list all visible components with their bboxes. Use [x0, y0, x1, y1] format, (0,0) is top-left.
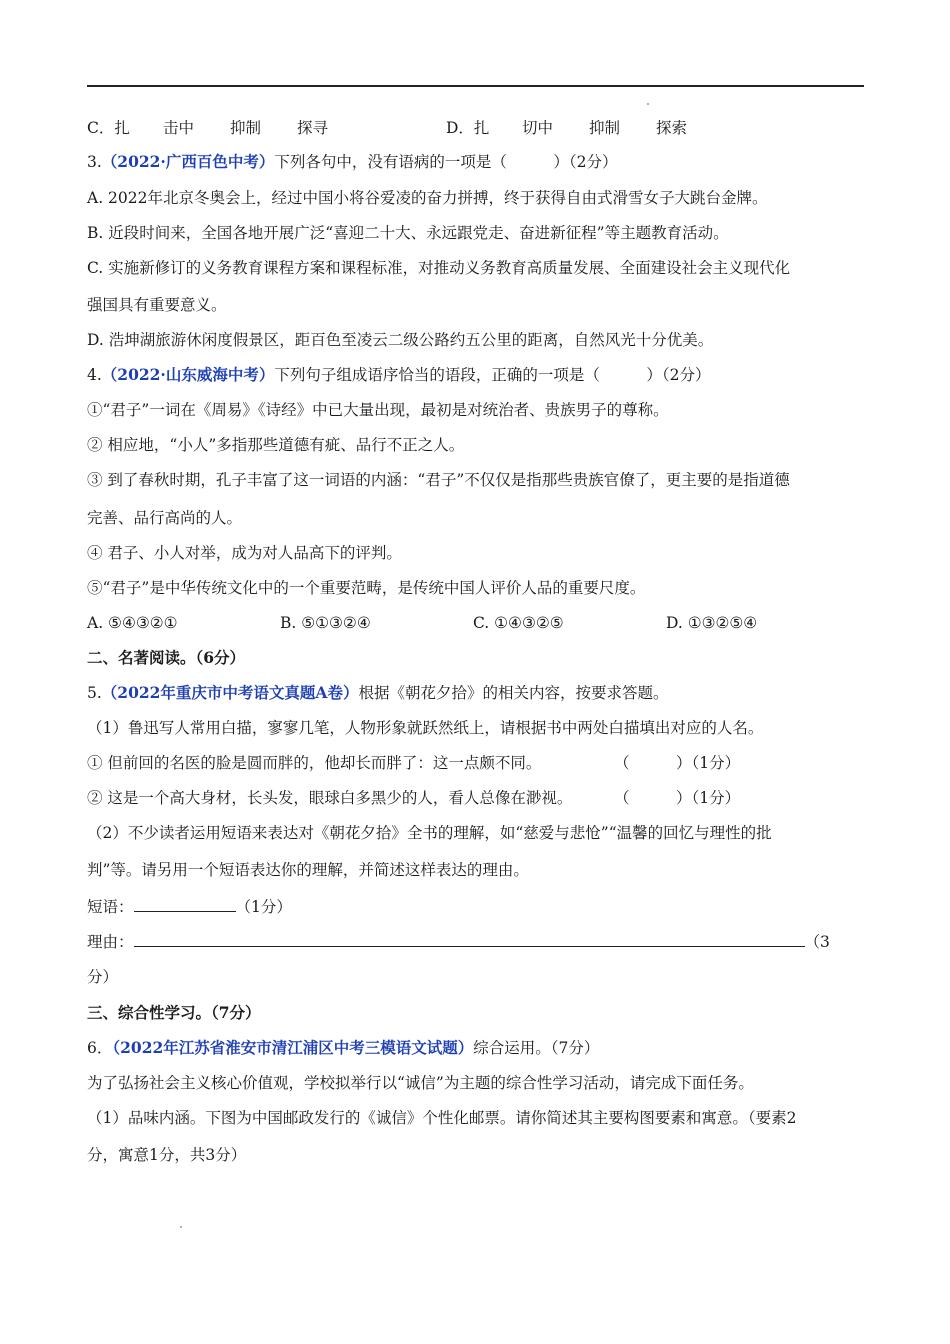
phrase-answer-line[interactable] — [134, 896, 236, 912]
question-number: 3. — [87, 153, 102, 171]
question-source: （2022年江苏省淮安市清江浦区中考三模语文试题） — [112, 1038, 474, 1057]
reason-label: 理由： — [87, 933, 134, 951]
q3-option-d: D. 浩坤湖旅游休闲度假景区，距百色至凌云二级公路约五公里的距离，自然风光十分优美。 — [87, 331, 714, 349]
q4-stem — [87, 365, 710, 385]
answer-blank[interactable]: （ ）（1分） — [614, 754, 741, 772]
q3-option-b: B. 近段时间来，全国各地开展广泛“喜迎二十大、永远跟党走、奋进新征程”等主题教育活动。 — [87, 224, 729, 242]
answer-blank[interactable]: （ ）（1分） — [614, 789, 741, 807]
section-heading: 三、综合性学习。（7分） — [87, 1003, 261, 1022]
q5-part1-item-b — [87, 788, 740, 808]
q5-phrase-row — [87, 896, 292, 917]
q6-part1: （1）品味内涵。下图为中国邮政发行的《诚信》个性化邮票。请你简述其主要构图要素和寓意。（要素2 — [87, 1109, 797, 1127]
q3-option-c-cont: 强国具有重要意义。 — [87, 296, 227, 314]
question-source: （2022年重庆市中考语文真题A卷） — [101, 683, 359, 702]
option-d-word: 抑制 — [589, 119, 621, 137]
speck — [647, 103, 649, 105]
q4-sentence-3: ③ 到了春秋时期，孔子丰富了这一词语的内涵：“君子”不仅仅是指那些贵族官僚了，更主要的是指道德 — [87, 471, 790, 489]
question-text: 综合运用。（7分） — [473, 1039, 600, 1057]
q3-option-a: A. 2022年北京冬奥会上，经过中国小将谷爱凌的奋力拼搏，终于获得自由式滑雪女子大跳台金牌。 — [87, 189, 768, 207]
option-c-word: 探寻 — [297, 119, 329, 137]
question-number: 5. — [87, 684, 102, 702]
q4-option-b: B. ⑤①③②④ — [280, 614, 371, 632]
q4-options-row — [87, 613, 757, 633]
question-number: 4. — [87, 366, 102, 384]
speck — [180, 1226, 182, 1228]
question-text: 根据《朝花夕拾》的相关内容，按要求答题。 — [358, 684, 669, 702]
q5-part2-cont: 判”等。请另用一个短语表达你的理解，并简述这样表达的理由。 — [87, 861, 529, 879]
q5-part1: （1）鲁迅写人常用白描，寥寥几笔，人物形象就跃然纸上，请根据书中两处白描填出对应的人名。 — [87, 719, 764, 737]
question-source: （2022·山东威海中考） — [101, 365, 275, 384]
phrase-score: （1分） — [235, 898, 292, 916]
option-d-label: D．扎 — [446, 119, 490, 137]
question-source: （2022·广西百色中考） — [101, 152, 275, 171]
question-text: 下列各句中，没有语病的一项是（ ）（2分） — [274, 153, 618, 171]
option-c-word: 击中 — [163, 119, 195, 137]
option-c-word: 抑制 — [230, 119, 262, 137]
q5-reason-row — [87, 931, 830, 952]
q6-part1-cont: 分，寓意1分，共3分） — [87, 1146, 247, 1164]
q3-stem — [87, 152, 617, 172]
q3-option-c: C. 实施新修订的义务教育课程方案和课程标准，对推动义务教育高质量发展、全面建设社会主义现代化 — [87, 259, 791, 277]
option-d-word: 探索 — [656, 119, 688, 137]
reason-answer-line[interactable] — [134, 931, 805, 947]
q4-option-a: A. ⑤④③②① — [87, 614, 178, 632]
q5-stem — [87, 683, 668, 703]
quote-text: ① 但前回的名医的脸是圆而胖的，他却长而胖了：这一点颇不同。 — [87, 754, 542, 772]
reason-score: （3 — [804, 933, 830, 951]
question-text: 下列句子组成语序恰当的语段，正确的一项是（ ）（2分） — [274, 366, 711, 384]
q4-option-c: C. ①④③②⑤ — [473, 614, 564, 632]
q4-sentence-4: ④ 君子、小人对举，成为对人品高下的评判。 — [87, 544, 402, 562]
header-rule — [87, 85, 864, 87]
q5-part1-item-a — [87, 753, 740, 773]
q6-intro: 为了弘扬社会主义核心价值观，学校拟举行以“诚信”为主题的综合性学习活动，请完成下面任务。 — [87, 1074, 754, 1092]
option-d-word: 切中 — [522, 119, 554, 137]
q2-options-row — [87, 118, 687, 138]
q5-reason-score-cont: 分） — [87, 968, 119, 986]
q4-option-d: D. ①③②⑤④ — [666, 614, 758, 632]
q4-sentence-5: ⑤“君子”是中华传统文化中的一个重要范畴，是传统中国人评价人品的重要尺度。 — [87, 579, 646, 597]
option-c-label: C．扎 — [87, 119, 130, 137]
question-number: 6． — [87, 1039, 113, 1057]
q4-sentence-3-cont: 完善、品行高尚的人。 — [87, 509, 243, 527]
q4-sentence-2: ② 相应地，“小人”多指那些道德有疵、品行不正之人。 — [87, 436, 465, 454]
q6-stem — [87, 1038, 599, 1058]
q5-part2: （2）不少读者运用短语来表达对《朝花夕拾》全书的理解，如“慈爱与悲怆”“温馨的回忆与理性的批 — [87, 824, 772, 842]
q4-sentence-1: ①“君子”一词在《周易》《诗经》中已大量出现，最初是对统治者、贵族男子的尊称。 — [87, 401, 669, 419]
section-heading: 二、名著阅读。（6分） — [87, 648, 246, 667]
quote-text: ② 这是一个高大身材，长头发，眼球白多黑少的人，看人总像在渺视。 — [87, 789, 573, 807]
phrase-label: 短语： — [87, 898, 134, 916]
